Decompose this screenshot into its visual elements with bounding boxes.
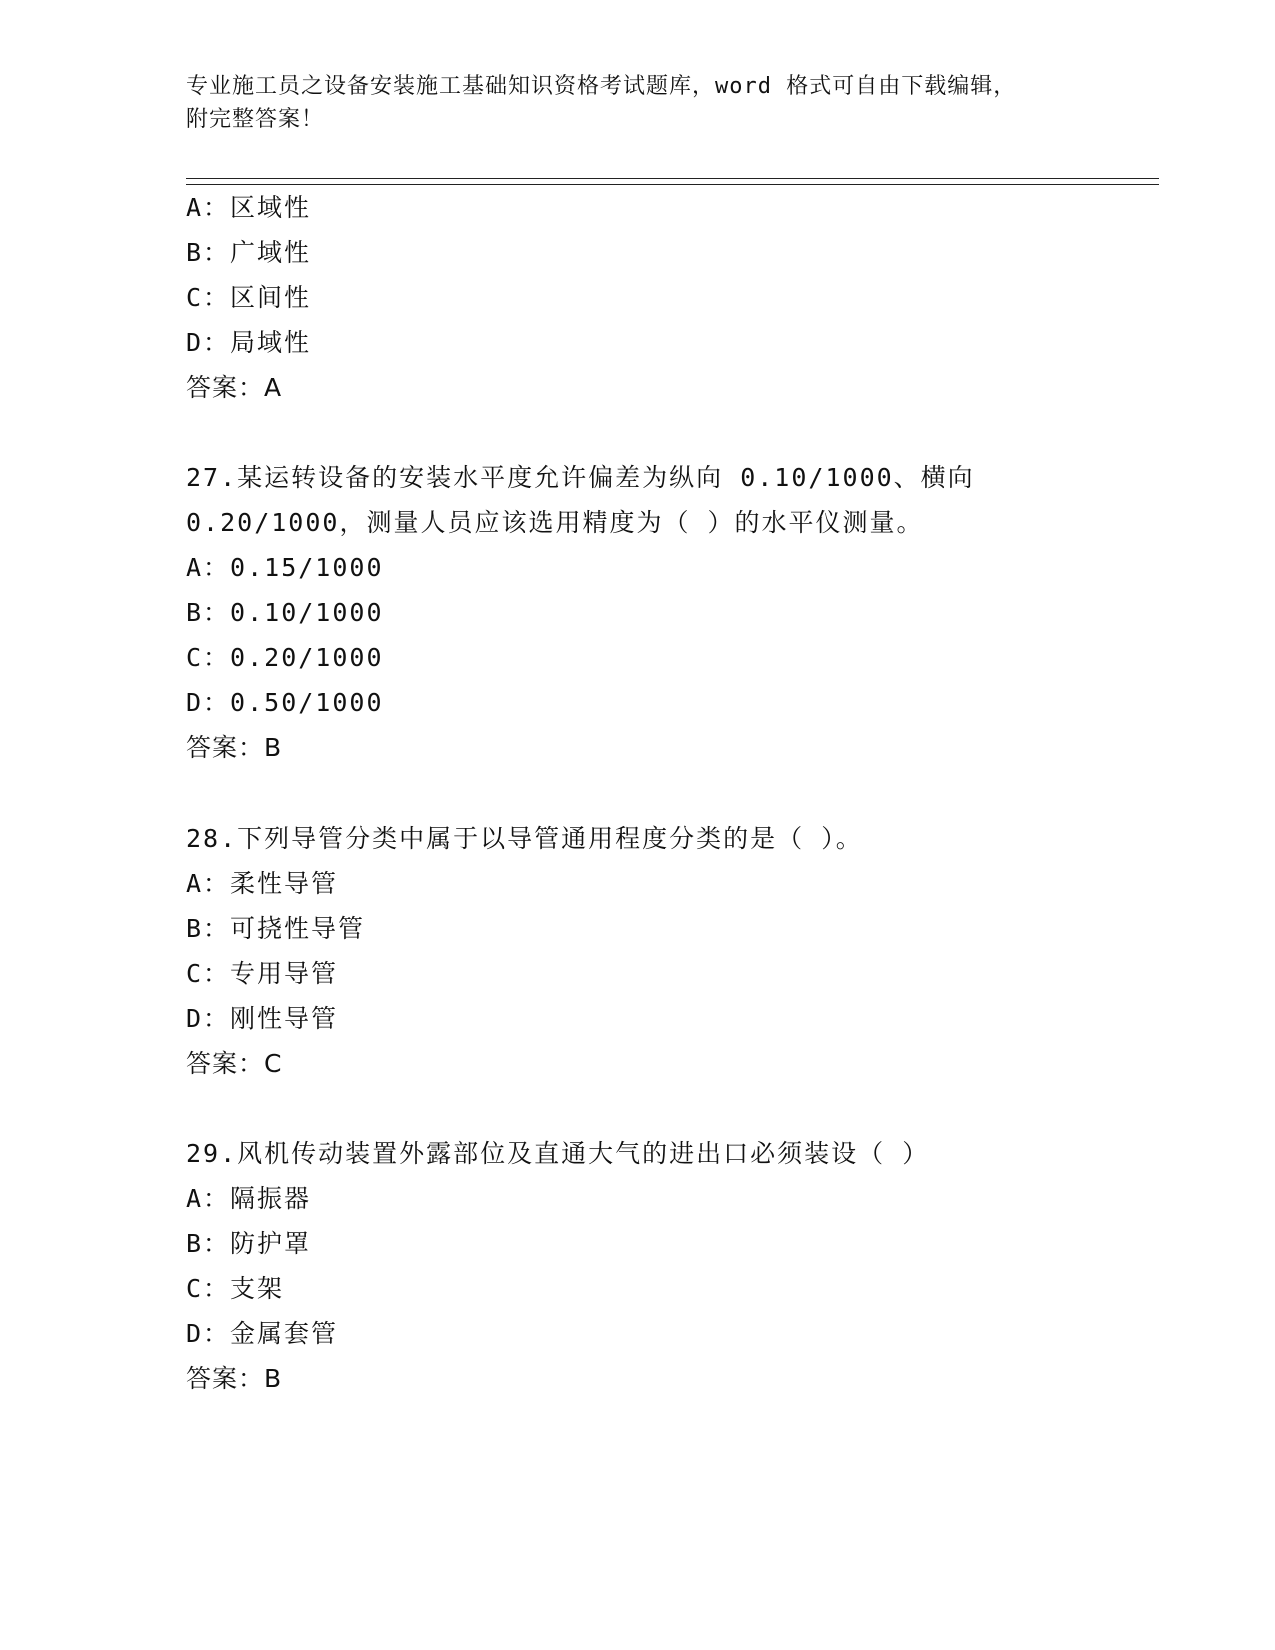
q27-stem-line-1: 27.某运转设备的安装水平度允许偏差为纵向 0.10/1000、横向 [186,463,975,492]
q28-option-d: D：刚性导管 [186,1004,339,1033]
q28-stem-line-1: 28.下列导管分类中属于以导管通用程度分类的是（ ）。 [186,824,863,853]
q28-answer: 答案：C [186,1049,283,1078]
q28-option-c: C：专用导管 [186,959,339,988]
q28-option-b: B：可挠性导管 [186,914,366,943]
q26-option-b: B：广域性 [186,238,312,267]
q26-option-c: C：区间性 [186,283,312,312]
q27-option-a: A：0.15/1000 [186,553,384,582]
q27-answer: 答案：B [186,733,283,762]
header-line-1: 专业施工员之设备安装施工基础知识资格考试题库，word 格式可自由下载编辑， [186,74,1017,99]
q27-stem-line-2: 0.20/1000，测量人员应该选用精度为（ ）的水平仪测量。 [186,508,924,537]
q27-option-b: B：0.10/1000 [186,598,384,627]
q29-stem-line-1: 29.风机传动装置外露部位及直通大气的进出口必须装设（ ） [186,1139,930,1168]
q26-answer: 答案：A [186,373,283,402]
q28-option-a: A：柔性导管 [186,869,339,898]
q27-option-c: C：0.20/1000 [186,643,384,672]
q26-option-a: A：区域性 [186,193,312,222]
q29-answer: 答案：B [186,1364,283,1393]
q27-option-d: D：0.50/1000 [186,688,384,717]
q29-option-d: D：金属套管 [186,1319,339,1348]
q29-option-b: B：防护罩 [186,1229,312,1258]
header-divider-top [186,178,1159,179]
page-header [186,70,1086,136]
header-line-2: 附完整答案！ [186,107,325,132]
q26-option-d: D：局域性 [186,328,312,357]
header-divider-bottom [186,184,1159,185]
q29-option-a: A：隔振器 [186,1184,312,1213]
q29-option-c: C：支架 [186,1274,285,1303]
